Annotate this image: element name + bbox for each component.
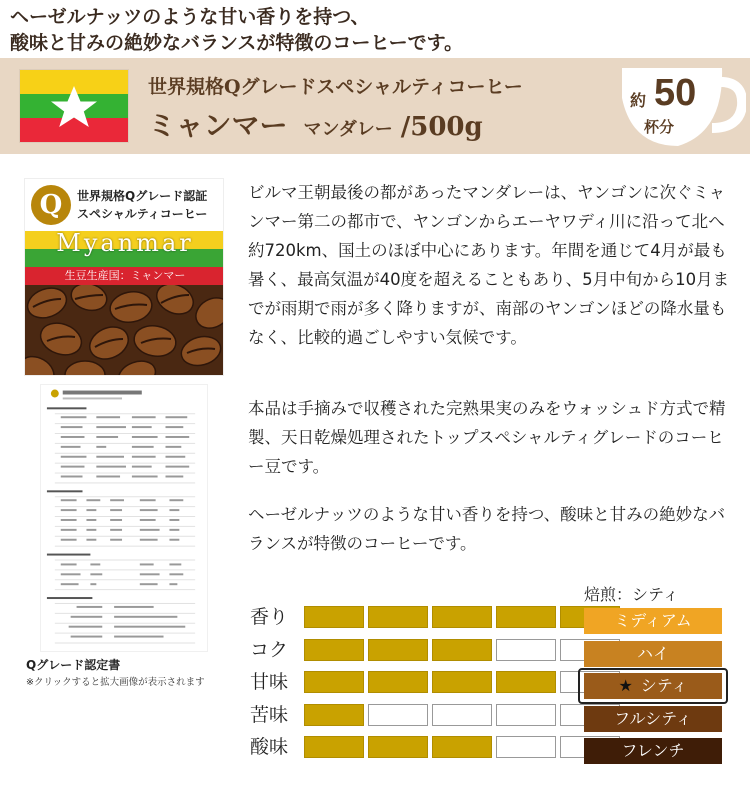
package-origin-name: Myanmar	[56, 229, 194, 257]
taste-cell-filled	[368, 671, 428, 693]
taste-cell-filled	[496, 671, 556, 693]
roast-level-0	[584, 608, 722, 634]
roast-level-4	[584, 738, 722, 764]
star-icon: ★	[618, 676, 633, 695]
cup-approx: 約	[630, 91, 647, 110]
roast-level-3	[584, 706, 722, 732]
cup-count	[622, 70, 722, 146]
roast-level-label: ミディアム	[614, 611, 692, 630]
certificate-caption: Qグレード認定書	[26, 658, 121, 672]
origin-name: ミャンマー	[148, 109, 288, 142]
roast-title: 焙煎：シティ	[584, 585, 679, 604]
q-grade-certificate-image[interactable]	[40, 384, 208, 652]
package-headline-2: スペシャルティコーヒー	[77, 207, 208, 221]
package-image[interactable]	[24, 178, 224, 376]
taste-cell-filled	[432, 736, 492, 758]
band-title: 世界規格Qグレードスペシャルティコーヒー	[148, 76, 523, 98]
taste-cell-empty	[368, 704, 428, 726]
taste-cell-filled	[304, 606, 364, 628]
cup-unit: 杯分	[644, 118, 675, 136]
taste-cell-filled	[304, 704, 364, 726]
q-grade-logo-icon: Q	[31, 185, 71, 225]
package-origin-label: 生豆生産国：ミャンマー	[25, 267, 224, 285]
taste-cell-filled	[432, 671, 492, 693]
taste-label: 酸味	[250, 736, 289, 758]
taste-cell-empty	[496, 704, 556, 726]
package-headline-1: 世界規格Qグレード認証	[77, 189, 208, 203]
taste-label: 苦味	[250, 703, 289, 726]
taste-cell-filled	[304, 639, 364, 661]
description-paragraph-2: 本品は手摘みで収穫された完熟果実のみをウォッシュド方式で精製、天日乾燥処理されたトップスペシャルティグレードのコーヒー豆です。	[248, 399, 726, 476]
taste-cell-filled	[304, 671, 364, 693]
taste-cell-filled	[432, 639, 492, 661]
coffee-beans-image	[25, 285, 224, 376]
myanmar-flag-icon	[20, 70, 128, 142]
taste-cell-empty	[432, 704, 492, 726]
roast-level-label: ハイ	[636, 643, 669, 663]
taste-cell-filled	[496, 606, 556, 628]
roast-level-label: フルシティ	[614, 708, 692, 728]
headline	[10, 4, 740, 56]
cup-number: 50	[654, 72, 697, 114]
roast-level-1	[584, 641, 722, 667]
taste-cell-filled	[368, 736, 428, 758]
taste-cell-filled	[432, 606, 492, 628]
taste-label: 甘味	[250, 671, 289, 693]
roast-level-2	[584, 673, 722, 699]
headline-line-2: 酸味と甘みの絶妙なバランスが特徴のコーヒーです。	[10, 32, 464, 54]
roast-level-label: シティ	[640, 676, 688, 695]
certificate-note: ※クリックすると拡大画像が表示されます	[26, 677, 205, 688]
taste-cell-empty	[496, 736, 556, 758]
headline-line-1: ヘーゼルナッツのような甘い香りを持つ、	[10, 6, 370, 28]
taste-cell-filled	[304, 736, 364, 758]
taste-cell-empty	[496, 639, 556, 661]
taste-label: コク	[250, 638, 289, 661]
product-name	[148, 104, 483, 144]
taste-label: 香り	[250, 606, 289, 628]
roast-level-label: フレンチ	[621, 741, 685, 760]
taste-cell-filled	[368, 606, 428, 628]
region-name: マンダレー	[303, 119, 393, 140]
weight: /500g	[400, 112, 483, 142]
description-paragraph-3: ヘーゼルナッツのような甘い香りを持つ、酸味と甘みの絶妙なバランスが特徴のコーヒーです。	[248, 505, 726, 553]
description-paragraph-1: ビルマ王朝最後の都があったマンダレーは、ヤンゴンに次ぐミャンマー第二の都市で、ヤンゴンからエーヤワディ川に沿って北へ約720km、国土のほぼ中心にあります。年間を通じて4月が最も暑く、最高気温が40度を超えることもあり、5月中旬から10月までが雨期で雨が多く降りますが、南部のヤンゴンほどの降水量もなく、比較的過ごしやすい気候です。	[248, 183, 730, 347]
taste-cell-filled	[368, 639, 428, 661]
